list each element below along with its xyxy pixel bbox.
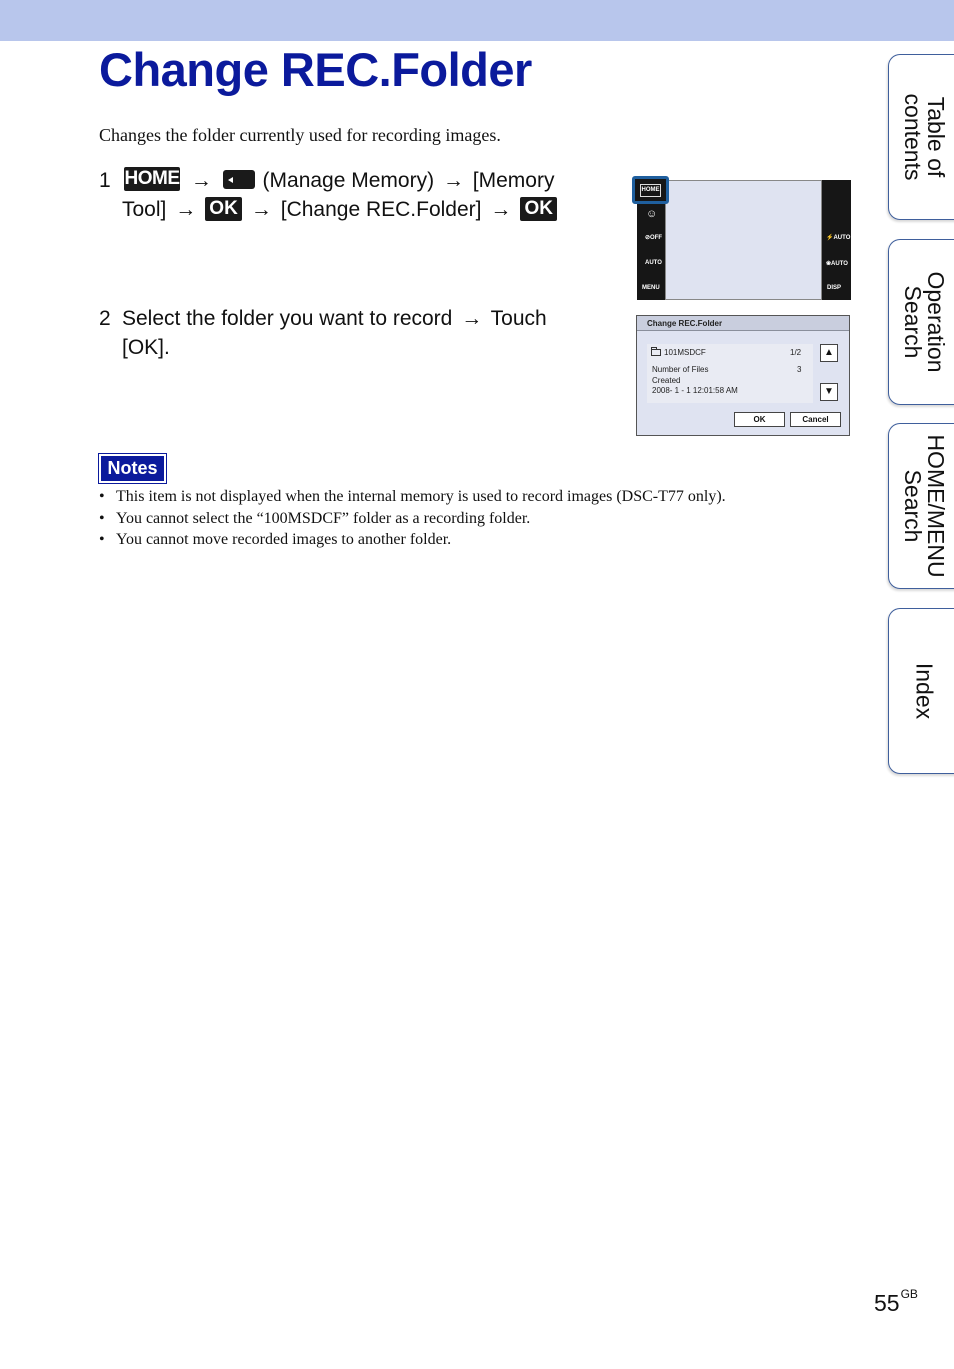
header-band bbox=[0, 0, 954, 41]
home-key-icon: HOME bbox=[124, 168, 180, 190]
disp-icon[interactable]: DISP bbox=[827, 285, 842, 291]
arrow-icon: → bbox=[190, 169, 212, 192]
arrow-icon: → bbox=[490, 198, 512, 221]
tab-table-of-contents[interactable] bbox=[888, 54, 954, 220]
folder-name: 101MSDCF bbox=[664, 348, 706, 357]
scroll-down-button[interactable]: ▼ bbox=[820, 383, 838, 401]
list-item: • You cannot select the “100MSDCF” folder as a recording folder. bbox=[99, 508, 726, 530]
tab-operation-search[interactable] bbox=[888, 239, 954, 405]
ok-key-icon: OK bbox=[520, 197, 557, 221]
arrow-icon: → bbox=[442, 169, 464, 192]
screen-header: Change REC.Folder bbox=[637, 316, 849, 331]
step-number: 1 bbox=[99, 169, 111, 192]
tab-label-line-1: Table of bbox=[922, 96, 949, 178]
tool-label: Tool] bbox=[122, 198, 167, 221]
scene-auto-icon[interactable]: AUTO bbox=[645, 260, 662, 266]
tab-label-line-2: Search bbox=[899, 469, 926, 543]
macro-icon[interactable]: ❀AUTO bbox=[826, 261, 848, 267]
tab-label-line-2: Search bbox=[899, 285, 926, 359]
smile-icon[interactable]: ☺ bbox=[646, 208, 658, 220]
memory-label: [Memory bbox=[472, 169, 555, 192]
cancel-button[interactable]: Cancel bbox=[790, 412, 841, 427]
folder-icon bbox=[651, 349, 661, 356]
step-2-line-2: [OK]. bbox=[122, 336, 170, 359]
scroll-up-button[interactable]: ▲ bbox=[820, 344, 838, 362]
change-rec-folder-label: [Change REC.Folder] bbox=[280, 198, 482, 221]
step-1-line-2 bbox=[122, 195, 557, 224]
created-label: Created bbox=[652, 376, 681, 385]
manage-memory-icon bbox=[223, 170, 255, 189]
camera-screen-change-folder bbox=[636, 315, 850, 436]
list-item: • This item is not displayed when the internal memory is used to record images (DSC-T77 only). bbox=[99, 486, 726, 508]
files-count: 3 bbox=[797, 365, 802, 374]
menu-icon[interactable]: MENU bbox=[642, 285, 660, 291]
tab-label bbox=[901, 434, 947, 577]
tab-index[interactable] bbox=[888, 608, 954, 774]
tab-home-menu-search[interactable] bbox=[888, 423, 954, 589]
page-title: Change REC.Folder bbox=[99, 43, 532, 96]
camera-screen-home bbox=[632, 176, 851, 300]
home-button-highlight[interactable] bbox=[632, 176, 669, 204]
notes-list bbox=[99, 486, 726, 551]
ok-button[interactable]: OK bbox=[734, 412, 785, 427]
tab-label-line-1: HOME/MENU bbox=[922, 434, 949, 578]
self-timer-icon[interactable]: ⊘OFF bbox=[645, 235, 663, 241]
preview-area bbox=[665, 180, 822, 300]
arrow-icon: → bbox=[461, 307, 483, 330]
tab-label bbox=[912, 663, 935, 719]
tab-label-line-2: contents bbox=[899, 93, 926, 181]
notes-label: Notes bbox=[99, 454, 166, 483]
page-suffix: GB bbox=[900, 1287, 918, 1301]
manage-memory-label: (Manage Memory) bbox=[262, 169, 435, 192]
step-number: 2 bbox=[99, 307, 111, 330]
step-2 bbox=[99, 304, 599, 366]
flash-icon[interactable]: ⚡AUTO bbox=[826, 235, 851, 241]
folder-row[interactable] bbox=[651, 348, 706, 357]
intro-text: Changes the folder currently used for recording images. bbox=[99, 125, 501, 145]
tab-label bbox=[901, 94, 947, 181]
ok-key-icon: OK bbox=[205, 197, 242, 221]
page-number bbox=[874, 1287, 918, 1317]
list-item: • You cannot move recorded images to another folder. bbox=[99, 529, 726, 551]
step-1-line-1 bbox=[122, 166, 554, 195]
page-indicator: 1/2 bbox=[790, 348, 802, 357]
home-icon: HOME bbox=[640, 184, 661, 197]
step-2-line-1 bbox=[122, 304, 547, 333]
touch-label: Touch bbox=[490, 307, 547, 330]
tab-label bbox=[901, 271, 947, 372]
tab-label-line-1: Operation bbox=[922, 271, 949, 373]
arrow-icon: → bbox=[175, 198, 197, 221]
arrow-icon: → bbox=[250, 198, 272, 221]
step-1 bbox=[99, 166, 599, 228]
tab-label-line-1: Index bbox=[911, 662, 937, 720]
created-value: 2008- 1 - 1 12:01:58 AM bbox=[652, 386, 738, 395]
step-2-text: Select the folder you want to record bbox=[122, 307, 453, 330]
page-number-value: 55 bbox=[874, 1290, 900, 1316]
files-label: Number of Files bbox=[652, 365, 709, 374]
